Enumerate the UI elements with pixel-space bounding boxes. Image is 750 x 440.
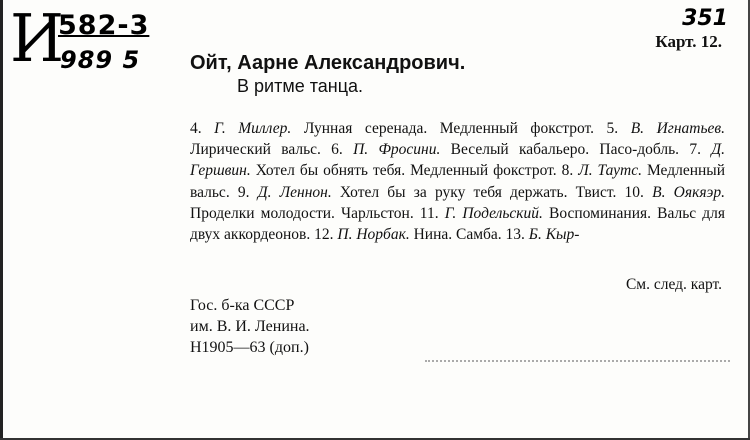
composer-name: Д. Леннон. xyxy=(257,183,332,201)
handwritten-code-bottom: 989 5 xyxy=(60,46,141,74)
contents-list xyxy=(190,118,725,245)
contents-text: Лунная серенада. Медленный фокстрот. 5. xyxy=(291,120,631,137)
composer-name: Л. Таутс. xyxy=(578,162,642,180)
contents-text: Веселый кабальеро. Пасо-добль. 7. xyxy=(440,141,712,159)
faint-print-marks xyxy=(425,350,730,362)
composer-name: В. Оякяэр. xyxy=(652,183,725,201)
card-left-edge xyxy=(0,0,3,440)
work-title: В ритме танца. xyxy=(237,76,364,96)
handwritten-corner-number: 351 xyxy=(682,6,728,31)
author-heading: Ойт, Аарне Александрович. xyxy=(190,52,466,74)
library-imprint xyxy=(190,295,310,358)
library-code: Н1905—63 (доп.) xyxy=(190,339,309,356)
composer-name: Б. Кыр- xyxy=(528,226,580,244)
handwritten-letter: И xyxy=(10,0,65,77)
card-number-label: Карт. 12. xyxy=(655,32,722,51)
composer-name: Г. Миллер. xyxy=(214,120,292,137)
contents-text: Воспоминания. Вальс для двух аккордеонов. 12. xyxy=(190,204,725,244)
handwritten-code-top: 582-3 xyxy=(58,10,150,41)
composer-name: П. Фросини. xyxy=(353,141,441,159)
continuation-note: См. след. карт. xyxy=(625,276,722,293)
composer-name: П. Норбак. xyxy=(337,226,410,244)
composer-name: Г. Подельский. xyxy=(444,204,543,222)
library-named-after: им. В. И. Ленина. xyxy=(190,318,310,335)
contents-text: 4. xyxy=(190,120,215,137)
contents-text: Лирический вальс. 6. xyxy=(190,141,354,159)
composer-name: В. Игнатьев. xyxy=(630,120,725,137)
library-name: Гос. б-ка СССР xyxy=(190,297,295,314)
contents-text: Медленный вальс. 9. xyxy=(190,162,726,201)
composer-name: Д. Гершвин. xyxy=(190,141,726,180)
contents-text: Нина. Самба. 13. xyxy=(409,226,529,244)
contents-text: Хотел бы за руку тебя держать. Твист. 10. xyxy=(331,183,653,201)
contents-text: Проделки молодости. Чарльстон. 11. xyxy=(190,204,445,222)
contents-text: Хотел бы обнять тебя. Медленный фокстрот. 8. xyxy=(250,162,579,180)
